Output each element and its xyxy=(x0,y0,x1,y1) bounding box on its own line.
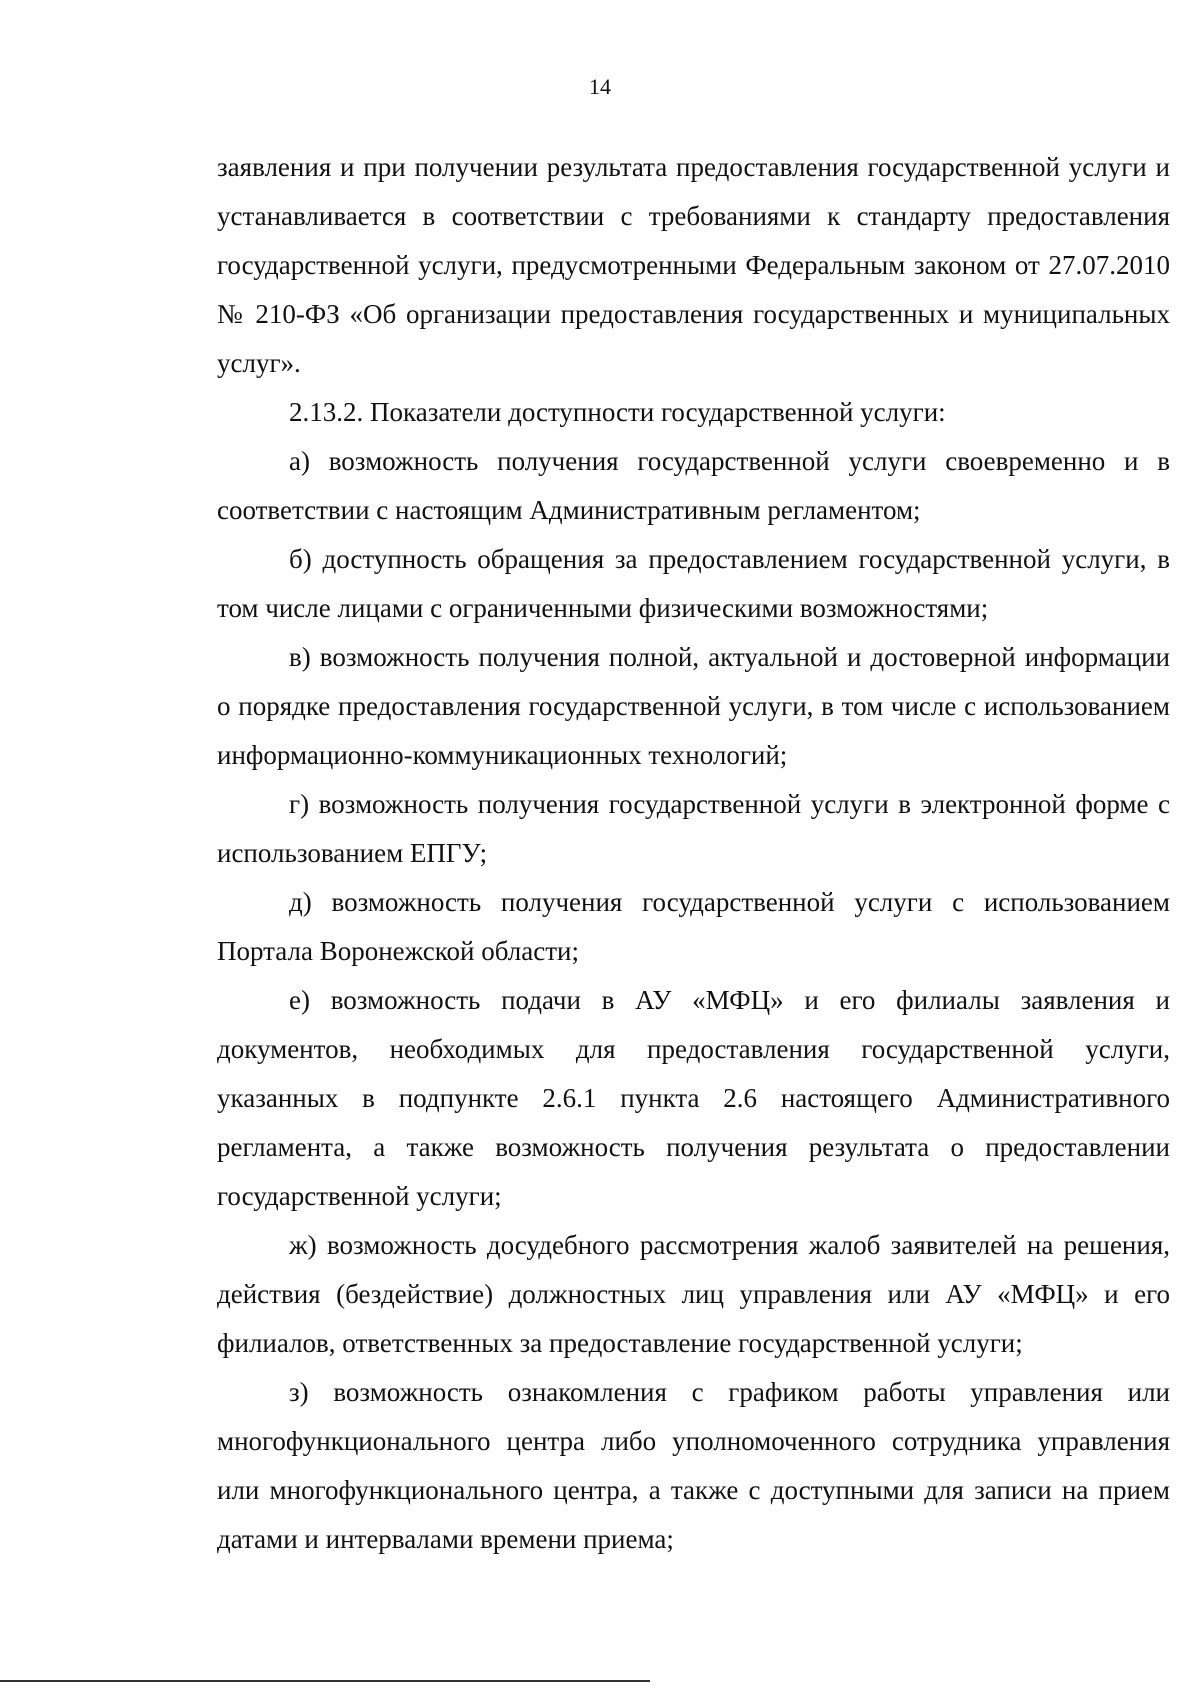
paragraph-item-b: б) доступность обращения за предоставлением государственной услуги, в том числе лицами с ограниченными физическими возможностями; xyxy=(217,544,1170,623)
paragraph-item-a: а) возможность получения государственной услуги своевременно и в соответствии с настоящим Административным регламентом; xyxy=(217,446,1170,525)
paragraph-item-d: д) возможность получения государственной услуги с использованием Портала Воронежской области; xyxy=(217,887,1170,966)
paragraph-item-z: з) возможность ознакомления с графиком работы управления или многофункционального центра либо уполномоченного сотрудника управления или многофункционального центра, а также с доступными для записи на прием датами и интервалами времени приема; xyxy=(217,1377,1170,1554)
paragraph-item-e: е) возможность подачи в АУ «МФЦ» и его филиалы заявления и документов, необходимых для предоставления государственной услуги, указанных в подпункте 2.6.1 пункта 2.6 настоящего Административного регламента, а также возможность получения результата о предоставлении государственной услуги; xyxy=(217,985,1170,1211)
paragraph-section-2-13-2: 2.13.2. Показатели доступности государственной услуги: xyxy=(289,397,946,427)
paragraph-item-g: г) возможность получения государственной услуги в электронной форме с использованием ЕПГУ; xyxy=(217,789,1170,868)
page-number: 14 xyxy=(589,74,611,99)
document-body xyxy=(217,143,1170,1564)
paragraph-continuation: заявления и при получении результата предоставления государственной услуги и устанавливается в соответствии с требованиями к стандарту предоставления государственной услуги, предусмотренными Федеральным законом от 27.07.2010 № 210-ФЗ «Об организации предоставления государственных и муниципальных услуг». xyxy=(217,152,1170,378)
paragraph-item-v: в) возможность получения полной, актуальной и достоверной информации о порядке предоставления государственной услуги, в том числе с использованием информационно-коммуникационных технологий; xyxy=(217,642,1170,770)
paragraph-item-zh: ж) возможность досудебного рассмотрения жалоб заявителей на решения, действия (бездействие) должностных лиц управления или АУ «МФЦ» и его филиалов, ответственных за предоставление государственной услуги; xyxy=(217,1230,1170,1358)
footer-divider xyxy=(0,1680,650,1682)
